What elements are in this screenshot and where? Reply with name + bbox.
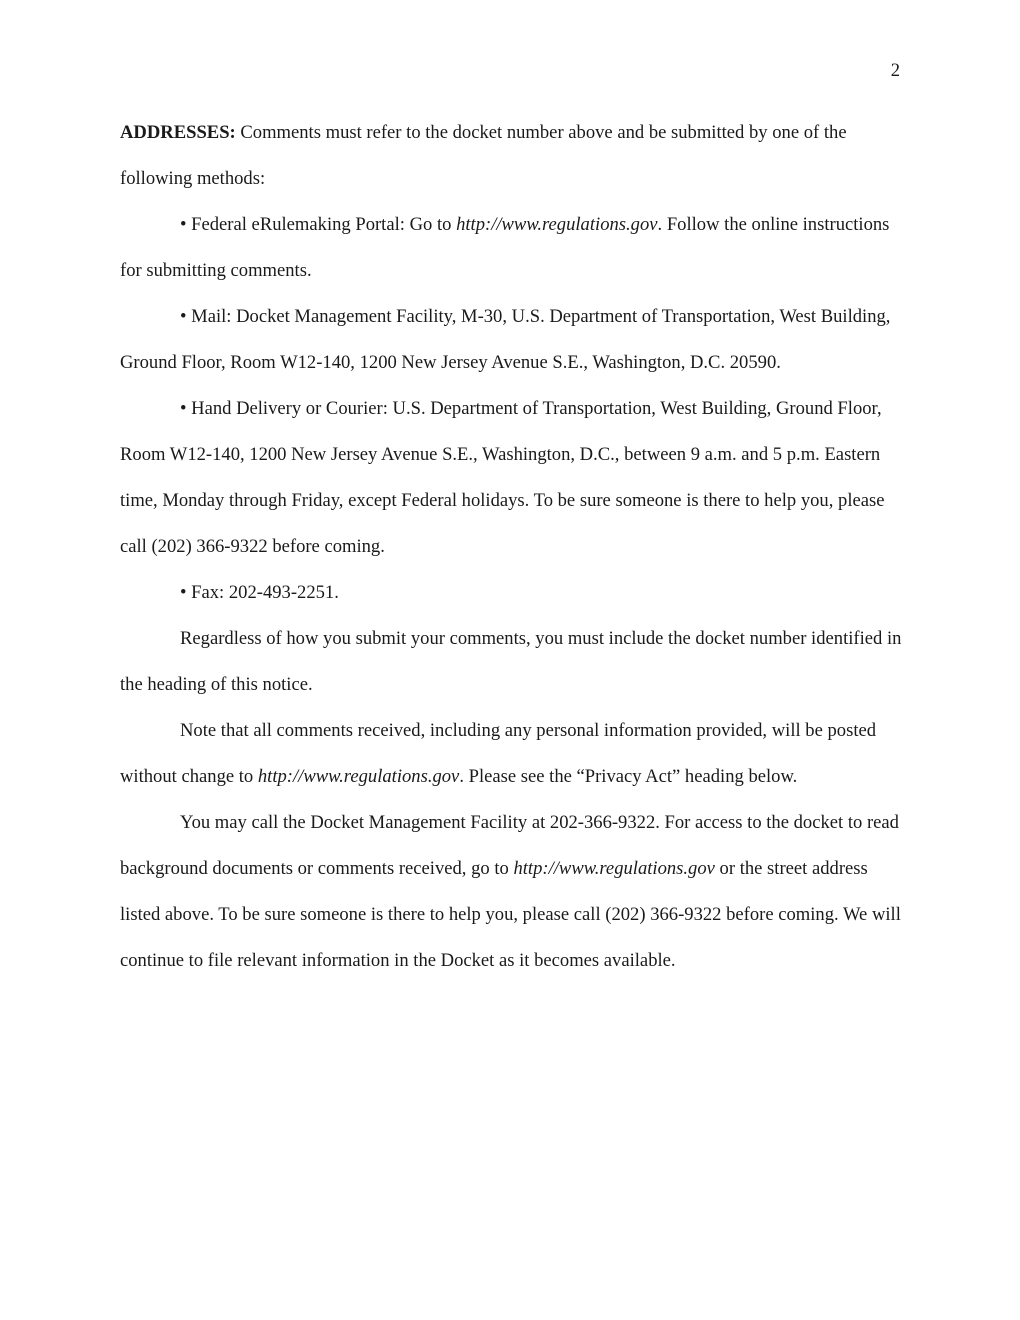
call-paragraph [120, 800, 905, 984]
note-paragraph [120, 708, 905, 800]
method-portal-before: • Federal eRulemaking Portal: Go to [180, 214, 457, 235]
method-fax: • Fax: 202-493-2251. [180, 582, 339, 603]
note-before: Note that all comments received, including any personal information provided, will be posted without change to [120, 720, 877, 787]
method-portal-after: . Follow the online instructions for submitting comments. [120, 214, 890, 281]
addresses-heading: ADDRESSES: [120, 122, 236, 143]
note-after: . Please see the “Privacy Act” heading below. [459, 766, 798, 787]
regulations-gov-link[interactable]: http://www.regulations.gov [257, 766, 460, 787]
method-portal [120, 202, 905, 294]
addresses-intro: Comments must refer to the docket number above and be submitted by one of the following methods: [120, 122, 847, 189]
call-before: You may call the Docket Management Facility at 202-366-9322. For access to the docket to read background documents or comments received, go to [120, 812, 899, 879]
regulations-gov-link[interactable]: http://www.regulations.gov [513, 858, 715, 879]
document-body [120, 110, 905, 984]
addresses-paragraph [120, 110, 905, 202]
method-mail: • Mail: Docket Management Facility, M-30, U.S. Department of Transportation, West Building, Ground Floor, Room W12-140, 1200 New Jersey Avenue S.E., Washington, D.C. 20590. [120, 306, 891, 373]
method-hand-delivery: • Hand Delivery or Courier: U.S. Department of Transportation, West Building, Ground Floor, Room W12-140, 1200 New Jersey Avenue S.E., Washington, D.C., between 9 a.m. and 5 p.m. Eastern time, Monday through Friday, except Federal holidays. To be sure someone is there to help you, please call (202) 366-9322 before coming. [120, 398, 885, 557]
regulations-gov-link[interactable]: http://www.regulations.gov [456, 214, 658, 235]
page-number: 2 [890, 60, 900, 81]
regardless-paragraph: Regardless of how you submit your comments, you must include the docket number identified in the heading of this notice. [120, 628, 902, 695]
call-after: or the street address listed above. To be sure someone is there to help you, please call (202) 366-9322 before coming. We will continue to file relevant information in the Docket as it becomes available. [120, 858, 901, 971]
